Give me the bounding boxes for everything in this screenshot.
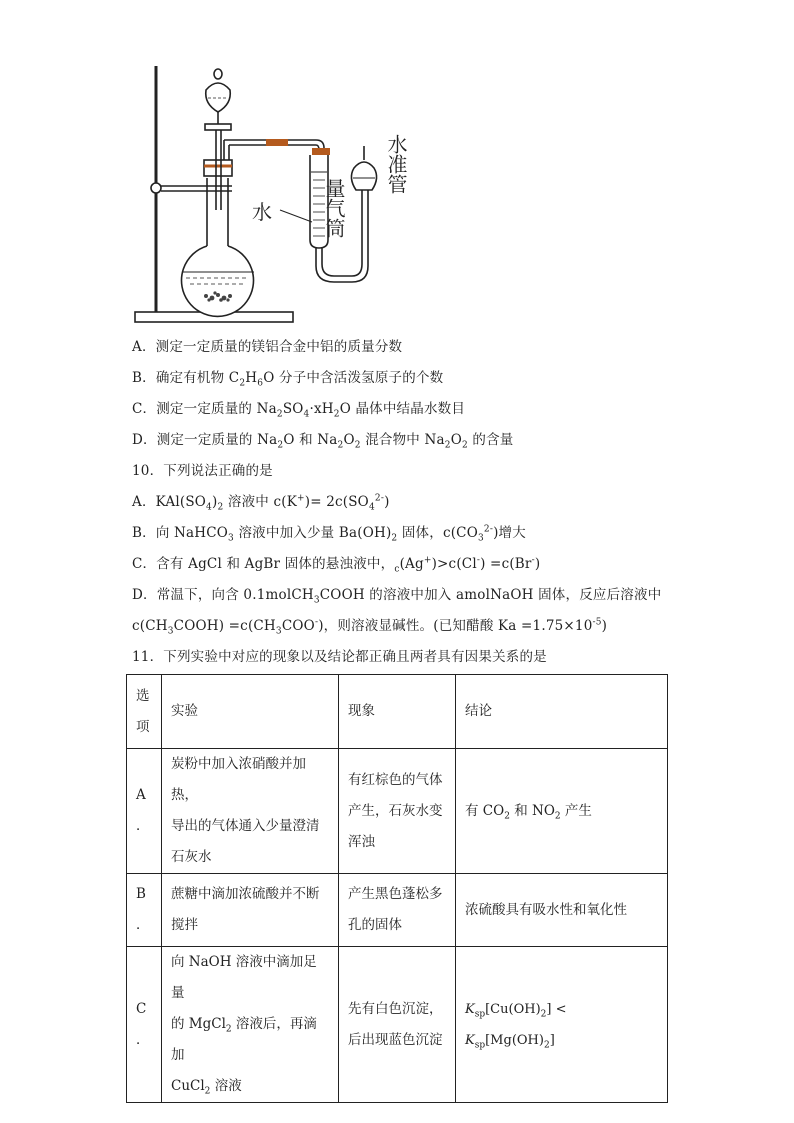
funnel-stopcock	[205, 124, 231, 130]
leveling-tube-label: 水准管	[384, 134, 408, 194]
q10-option-a: A．$KAl(SO_4)_2$ 溶液中 $c(K^+)= 2c(SO_4^{2-})$	[132, 493, 390, 513]
rubber-tube-connector	[266, 139, 288, 146]
row-option: A ．	[127, 749, 162, 874]
row-phenomenon: 产生黑色蓬松多 孔的固体	[339, 874, 456, 947]
q10-stem: 10．下列说法正确的是	[132, 463, 273, 479]
q10-option-c: C．含有 AgCl 和 AgBr 固体的悬浊液中，$_c$(Ag+)>c(Cl-) =c(Br-)	[132, 555, 541, 575]
q9-option-b: B．确定有机物 $C_2H_6O$ 分子中含活泼氢原子的个数	[132, 370, 444, 389]
stopper	[204, 160, 232, 176]
leveling-bulb	[351, 162, 376, 190]
header-option: 选 项	[127, 675, 162, 749]
row-conclusion: 有 $CO_2$ 和 $NO_2$ 产生	[456, 749, 668, 874]
row-option: C ．	[127, 947, 162, 1103]
q9-option-c: C．测定一定质量的 $Na_2SO_4\cdot xH_2O$ 晶体中结晶水数目	[132, 401, 466, 420]
q9-option-d: D．测定一定质量的 $Na_2O$ 和 $Na_2O_2$ 混合物中 $Na_2O_2$ 的含量	[132, 432, 514, 451]
q10-option-b: B．向 NaHCO$_3$ 溶液中加入少量 $Ba(OH)_2$ 固体，$c(CO_3^{2-})$增大	[132, 524, 526, 544]
q10-option-d-line1: D．常温下，向含 0.1molCH$_3$COOH 的溶液中加入 amolNaOH 固体，反应后溶液中	[132, 587, 662, 606]
row-phenomenon: 有红棕色的气体 产生，石灰水变 浑浊	[339, 749, 456, 874]
q9-option-a: A．测定一定质量的镁铝合金中铝的质量分数	[132, 339, 403, 355]
row-experiment: 向 NaOH 溶液中滴加足量 的 MgCl$_2$ 溶液后，再滴加 CuCl$_2$ 溶液	[162, 947, 339, 1103]
q11-table	[126, 674, 668, 1103]
q10-option-d-line2: $c(CH_3COOH) =c(CH_3COO^-)$，则溶液显碱性。(已知醋酸 $Ka =1.75\times 10^{-5}$)	[132, 617, 608, 637]
header-experiment: 实验	[162, 675, 339, 749]
table-row	[127, 749, 668, 874]
row-conclusion: $K_{sp}[Cu(OH)_2] < K_{sp}[Mg(OH)_2]$	[456, 947, 668, 1103]
separatory-funnel	[206, 83, 231, 112]
header-phenomenon: 现象	[339, 675, 456, 749]
table-row	[127, 874, 668, 947]
header-conclusion: 结论	[456, 675, 668, 749]
row-option: B ．	[127, 874, 162, 947]
row-conclusion: 浓硫酸具有吸水性和氧化性	[456, 874, 668, 947]
clamp-knob	[151, 183, 161, 193]
table-header-row	[127, 675, 668, 749]
row-experiment: 蔗糖中滴加浓硫酸并不断 搅拌	[162, 874, 339, 947]
water-label: 水	[252, 200, 272, 224]
round-bottom-flask	[182, 246, 254, 316]
experiment-apparatus-diagram	[120, 60, 440, 330]
row-experiment: 炭粉中加入浓硝酸并加热， 导出的气体通入少量澄清 石灰水	[162, 749, 339, 874]
gas-burette-label: 量气筒	[322, 178, 346, 238]
row-phenomenon: 先有白色沉淀， 后出现蓝色沉淀	[339, 947, 456, 1103]
table-row	[127, 947, 668, 1103]
q11-stem: 11．下列实验中对应的现象以及结论都正确且两者具有因果关系的是	[132, 649, 547, 665]
